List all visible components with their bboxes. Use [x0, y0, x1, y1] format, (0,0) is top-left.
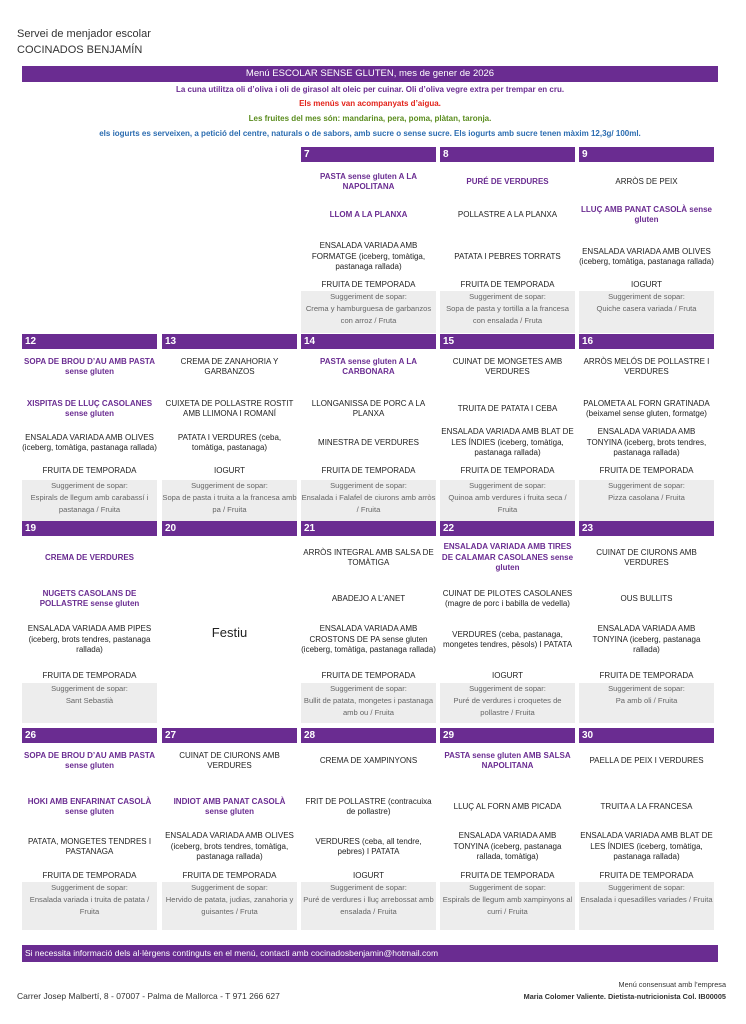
dish-1: PASTA sense gluten A LA NAPOLITANA — [319, 171, 418, 191]
dish-3: PATATA I PEBRES TORRATS — [454, 251, 561, 261]
dish-2: XISPITAS DE LLUÇ CASOLANES sense gluten — [26, 398, 153, 418]
dinner-suggestion-label: Suggeriment de sopar: — [469, 684, 546, 693]
dinner-suggestion-text: Sant Sebastià — [65, 696, 114, 705]
day-number: 23 — [579, 521, 714, 536]
holiday-label: Festiu — [211, 625, 248, 640]
day-cell — [162, 521, 297, 731]
day-cell — [440, 521, 575, 731]
dinner-suggestion — [162, 882, 297, 930]
dish-1: ENSALADA VARIADA AMB TIRES DE CALAMAR CASOLANES sense gluten — [441, 542, 574, 573]
dish-3: MINESTRA DE VERDURES — [318, 437, 419, 447]
dessert: FRUITA DE TEMPORADA — [460, 280, 555, 289]
dinner-suggestion-label: Suggeriment de sopar: — [469, 883, 546, 892]
dish-1: SOPA DE BROU D’AU AMB PASTA sense gluten — [24, 750, 155, 770]
day-number: 13 — [162, 334, 297, 349]
dinner-suggestion-label: Suggeriment de sopar: — [191, 481, 268, 490]
dish-1: CREMA DE VERDURES — [44, 552, 135, 562]
day-number: 30 — [579, 728, 714, 743]
dish-2: LLONGANISSA DE PORC A LA PLANXA — [311, 398, 426, 418]
dinner-suggestion-text: Hervido de patata, judias, zanahoria y guisantes / Fruta — [165, 895, 294, 916]
dinner-suggestion-text: Quinoa amb verdures i fruita seca / Fruita — [448, 493, 567, 514]
dinner-suggestion-label: Suggeriment de sopar: — [330, 481, 407, 490]
service-title: Servei de menjador escolar — [17, 28, 151, 40]
dish-3: ENSALADA VARIADA AMB BLAT DE LES ÍNDIES (iceberg, tomàtiga, pastanaga rallada) — [441, 427, 574, 458]
dish-3: PATATA, MONGETES TENDRES I PASTANAGA — [27, 836, 152, 856]
day-cell — [440, 334, 575, 522]
dinner-suggestion-label: Suggeriment de sopar: — [191, 883, 268, 892]
dish-2: OUS BULLITS — [620, 593, 673, 603]
day-cell — [440, 728, 575, 936]
day-cell — [301, 521, 436, 731]
day-number: 19 — [22, 521, 157, 536]
dish-3: ENSALADA VARIADA AMB PIPES (iceberg, brots tendres, pastanaga rallada) — [27, 624, 152, 655]
dessert: FRUITA DE TEMPORADA — [321, 280, 416, 289]
dessert: FRUITA DE TEMPORADA — [42, 671, 137, 680]
dish-3: PATATA I VERDURES (ceba, tomàtiga, pastanaga) — [177, 432, 282, 452]
day-number: 12 — [22, 334, 157, 349]
dish-2: NUGETS CASOLANS DE POLLASTRE sense gluten — [39, 588, 140, 608]
dish-1: CUINAT DE MONGETES AMB VERDURES — [452, 356, 563, 376]
dinner-suggestion-label: Suggeriment de sopar: — [469, 481, 546, 490]
dish-1: PASTA sense gluten AMB SALSA NAPOLITANA — [444, 750, 571, 770]
dish-2: LLOM A LA PLANXA — [329, 209, 408, 219]
dinner-suggestion — [301, 480, 436, 522]
dish-2: CUIXETA DE POLLASTRE ROSTIT AMB LLIMONA I ROMANÍ — [165, 398, 294, 418]
dish-3: VERDURES (ceba, pastanaga, mongetes tendres, pèsols) I PATATA — [442, 629, 573, 649]
dish-2: TRUITA DE PATATA I CEBA — [457, 403, 558, 413]
day-cell — [162, 334, 297, 522]
address: Carrer Josep Malbertí, 8 - 07007 - Palma de Mallorca - T 971 266 627 — [17, 991, 280, 1001]
dish-2: LLUÇ AL FORN AMB PICADA — [453, 801, 562, 811]
dinner-suggestion — [579, 480, 714, 522]
day-cell — [301, 334, 436, 522]
consensuat-note: Menú consensuat amb l’empresa — [618, 980, 726, 989]
dinner-suggestion-label: Suggeriment de sopar: — [608, 481, 685, 490]
dinner-suggestion-text: Puré de verdures i croquetes de pollastre / Fruita — [453, 696, 562, 717]
dinner-suggestion — [440, 683, 575, 723]
dish-3: VERDURES (ceba, all tendre, pebres) I PATATA — [315, 836, 422, 856]
allergen-info-bar: Si necessita informació dels al·lèrgens continguts en el menú, contacti amb cocinadosbenjamin@hotmail.com — [22, 945, 718, 962]
day-cell — [22, 521, 157, 731]
dinner-suggestion — [440, 480, 575, 522]
dinner-suggestion-text: Puré de verdures i lluç arrebossat amb ensalada / Fruita — [303, 895, 434, 916]
dinner-suggestion — [301, 683, 436, 723]
dinner-suggestion-label: Suggeriment de sopar: — [51, 684, 128, 693]
dish-1: CREMA DE XAMPINYONS — [319, 755, 418, 765]
dish-1: SOPA DE BROU D’AU AMB PASTA sense gluten — [24, 356, 155, 376]
dietitian-credit: Maria Colomer Valiente. Dietista-nutricionista Col. IB00005 — [523, 992, 726, 1001]
dish-3: ENSALADA VARIADA AMB OLIVES (iceberg, tomàtiga, pastanaga rallada) — [579, 246, 714, 266]
dinner-suggestion-text: Crema y hamburguesa de garbanzos con arroz / Fruta — [305, 304, 432, 325]
dinner-suggestion-text: Quiche casera variada / Fruta — [596, 304, 697, 313]
day-cell — [22, 728, 157, 936]
day-number: 15 — [440, 334, 575, 349]
dish-2: TRUITA A LA FRANCESA — [600, 801, 693, 811]
dish-1: ARRÒS DE PEIX — [615, 176, 678, 186]
dinner-suggestion-text: Ensalada i quesadilles variades / Fruita — [580, 895, 713, 904]
dinner-suggestion-label: Suggeriment de sopar: — [608, 292, 685, 301]
dish-2: CUINAT DE PILOTES CASOLANES (magre de porc i babilla de vedella) — [442, 588, 573, 608]
dinner-suggestion-text: Sopa de pasta y tortilla a la francesa con ensalada / Fruta — [446, 304, 569, 325]
day-cell — [162, 728, 297, 936]
dinner-suggestion-text: Pizza casolana / Fruita — [608, 493, 685, 502]
dish-3: ENSALADA VARIADA AMB BLAT DE LES ÍNDIES (iceberg, tomàtiga, pastanaga rallada) — [580, 831, 713, 862]
day-number: 8 — [440, 147, 575, 162]
menu-banner: Menú ESCOLAR SENSE GLUTEN, mes de gener de 2026 — [22, 66, 718, 82]
day-cell — [579, 521, 714, 731]
dish-1: PASTA sense gluten A LA CARBONARA — [319, 356, 418, 376]
dessert: FRUITA DE TEMPORADA — [321, 671, 416, 680]
day-cell — [579, 147, 714, 335]
note-fruits: Les fruites del mes són: mandarina, pera, poma, plàtan, taronja. — [248, 114, 492, 123]
dish-3: ENSALADA VARIADA AMB OLIVES (iceberg, tomàtiga, pastanaga rallada) — [22, 432, 157, 452]
dessert: FRUITA DE TEMPORADA — [182, 871, 277, 880]
dish-3: ENSALADA VARIADA AMB TONYINA (iceberg, brots tendres, pastanaga rallada) — [586, 427, 707, 458]
day-cell — [301, 147, 436, 335]
dessert: IOGURT — [214, 466, 245, 475]
dessert: IOGURT — [353, 871, 384, 880]
dinner-suggestion-label: Suggeriment de sopar: — [330, 684, 407, 693]
day-cell — [440, 147, 575, 335]
dish-2: PALOMETA AL FORN GRATINADA (beixamel sense gluten, formatge) — [583, 398, 710, 418]
dinner-suggestion — [301, 291, 436, 333]
day-number: 9 — [579, 147, 714, 162]
dinner-suggestion-label: Suggeriment de sopar: — [330, 292, 407, 301]
dinner-suggestion-label: Suggeriment de sopar: — [51, 883, 128, 892]
dessert: FRUITA DE TEMPORADA — [599, 466, 694, 475]
dish-3: ENSALADA VARIADA AMB FORMATGE (iceberg, tomàtiga, pastanaga rallada) — [311, 241, 426, 272]
dinner-suggestion-label: Suggeriment de sopar: — [608, 883, 685, 892]
day-number: 16 — [579, 334, 714, 349]
dessert: FRUITA DE TEMPORADA — [599, 871, 694, 880]
dinner-suggestion-text: Ensalada i Falafel de ciurons amb arròs / Fruita — [301, 493, 436, 514]
dinner-suggestion — [579, 291, 714, 333]
dinner-suggestion-label: Suggeriment de sopar: — [51, 481, 128, 490]
dessert: IOGURT — [492, 671, 523, 680]
dessert: IOGURT — [631, 280, 662, 289]
dinner-suggestion-label: Suggeriment de sopar: — [330, 883, 407, 892]
dessert: FRUITA DE TEMPORADA — [42, 466, 137, 475]
dish-1: CUINAT DE CIURONS AMB VERDURES — [179, 750, 280, 770]
dish-2: LLUÇ AMB PANAT CASOLÀ sense gluten — [581, 204, 712, 224]
day-cell — [579, 728, 714, 936]
day-number: 20 — [162, 521, 297, 536]
day-number: 29 — [440, 728, 575, 743]
dinner-suggestion — [440, 291, 575, 333]
dish-1: PURÉ DE VERDURES — [466, 176, 549, 186]
company-name: COCINADOS BENJAMÍN — [17, 44, 143, 56]
day-number: 27 — [162, 728, 297, 743]
note-water: Els menús van acompanyats d’aigua. — [299, 99, 441, 108]
dinner-suggestion-text: Pa amb oli / Fruita — [615, 696, 678, 705]
dinner-suggestion-text: Bullit de patata, mongetes i pastanaga amb ou / Fruita — [303, 696, 434, 717]
dessert: FRUITA DE TEMPORADA — [460, 871, 555, 880]
day-number: 7 — [301, 147, 436, 162]
day-number: 22 — [440, 521, 575, 536]
dish-1: ARRÒS MELÓS DE POLLASTRE I VERDURES — [583, 356, 710, 376]
day-cell — [301, 728, 436, 936]
dinner-suggestion-text: Ensalada variada i truita de patata / Fruita — [29, 895, 150, 916]
day-cell — [22, 334, 157, 522]
dish-3: ENSALADA VARIADA AMB TONYINA (iceberg, pastanaga rallada) — [592, 624, 701, 655]
dish-3: ENSALADA VARIADA AMB CROSTONS DE PA sense gluten (iceberg, tomàtiga, pastanaga rallada) — [301, 624, 436, 655]
dinner-suggestion-label: Suggeriment de sopar: — [469, 292, 546, 301]
day-cell — [579, 334, 714, 522]
dinner-suggestion — [579, 683, 714, 723]
dinner-suggestion — [22, 683, 157, 723]
dinner-suggestion-text: Espirals de llegum amb carabassí i pastanaga / Fruita — [30, 493, 149, 514]
day-number: 21 — [301, 521, 436, 536]
day-number: 26 — [22, 728, 157, 743]
day-number: 28 — [301, 728, 436, 743]
dish-2: ABADEJO A L’ANET — [331, 593, 406, 603]
dish-2: INDIOT AMB PANAT CASOLÀ sense gluten — [173, 796, 286, 816]
dinner-suggestion — [22, 882, 157, 930]
day-number: 14 — [301, 334, 436, 349]
dish-3: ENSALADA VARIADA AMB TONYINA (iceberg, pastanaga rallada, tomàtiga) — [453, 831, 562, 862]
dinner-suggestion — [579, 882, 714, 930]
dinner-suggestion — [440, 882, 575, 930]
dish-3: ENSALADA VARIADA AMB OLIVES (iceberg, brots tendres, tomàtiga, pastanaga rallada) — [165, 831, 294, 862]
dessert: FRUITA DE TEMPORADA — [599, 671, 694, 680]
dinner-suggestion — [162, 480, 297, 522]
dish-1: CUINAT DE CIURONS AMB VERDURES — [596, 547, 697, 567]
dish-1: CREMA DE ZANAHORIA Y GARBANZOS — [180, 356, 279, 376]
note-oil: La cuna utilitza oli d’oliva i oli de girasol alt oleic per cuinar. Oli d’oliva vegre extra per trempar en cru. — [175, 85, 565, 94]
dish-2: FRIT DE POLLASTRE (contracuixa de pollastre) — [305, 796, 432, 816]
dish-1: ARRÒS INTEGRAL AMB SALSA DE TOMÀTIGA — [303, 547, 434, 567]
note-yogurt: els iogurts es serveixen, a petició del centre, naturals o de sabors, amb sucre o sense sucre. Els iogurts amb sucre tenen màxim 12,3g/ 100ml. — [99, 129, 641, 138]
dinner-suggestion-text: Espirals de llegum amb xampinyons al curri / Fruita — [442, 895, 573, 916]
dish-2: POLLASTRE A LA PLANXA — [457, 209, 558, 219]
dish-2: HOKI AMB ENFARINAT CASOLÀ sense gluten — [27, 796, 152, 816]
dessert: FRUITA DE TEMPORADA — [42, 871, 137, 880]
dessert: FRUITA DE TEMPORADA — [321, 466, 416, 475]
dinner-suggestion — [22, 480, 157, 522]
dish-1: PAELLA DE PEIX I VERDURES — [589, 755, 704, 765]
dinner-suggestion — [301, 882, 436, 930]
dessert: FRUITA DE TEMPORADA — [460, 466, 555, 475]
dinner-suggestion-label: Suggeriment de sopar: — [608, 684, 685, 693]
dinner-suggestion-text: Sopa de pasta i truita a la francesa amb pa / Fruita — [162, 493, 297, 514]
